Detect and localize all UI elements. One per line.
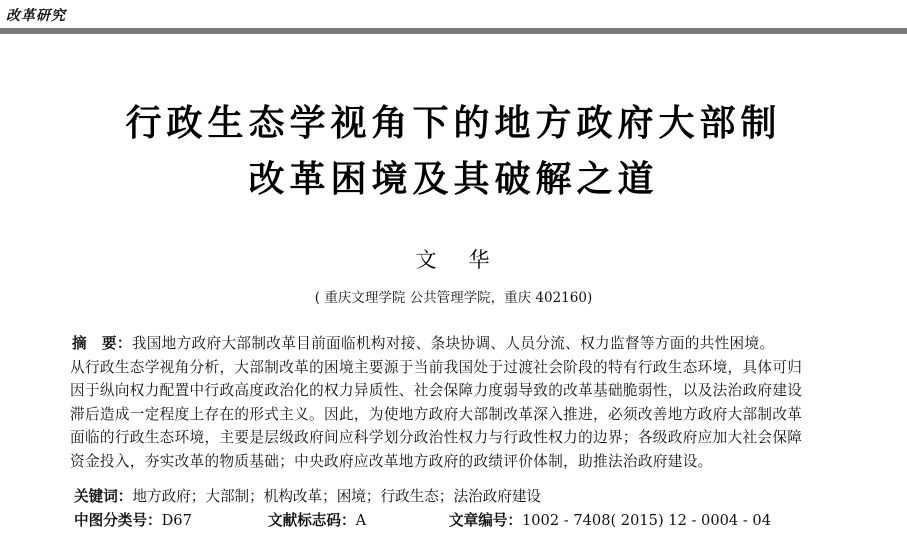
clc-value: D67 bbox=[161, 512, 192, 529]
header-rule bbox=[0, 28, 907, 34]
abstract-line: 因于纵向权力配置中行政高度政治化的权力异质性、社会保障力度弱导致的改革基础脆弱性，以及法治政府建设 bbox=[70, 382, 803, 399]
abstract-line: 从行政生态学视角分析，大部制改革的困境主要源于当前我国处于过渡社会阶段的特有行政生态环境，具体可归 bbox=[70, 358, 803, 376]
keywords bbox=[74, 485, 541, 506]
article-title-line-1: 行政生态学视角下的地方政府大部制 bbox=[125, 103, 782, 144]
document-code bbox=[268, 509, 366, 530]
abstract-label: 摘 要： bbox=[72, 335, 132, 352]
article-number-value: 1002 - 7408( 2015) 12 - 0004 - 04 bbox=[521, 512, 771, 529]
article-title-line-2: 改革困境及其破解之道 bbox=[248, 159, 659, 200]
clc-label: 中图分类号： bbox=[74, 512, 162, 529]
abstract-line: 面临的行政生态环境，主要是层级政府间应科学划分政治性权力与行政性权力的边界；各级政府应加大社会保障 bbox=[70, 429, 803, 446]
abstract bbox=[70, 332, 882, 473]
author-given-name: 文 bbox=[415, 248, 439, 272]
document-code-label: 文献标志码： bbox=[268, 512, 356, 529]
author-affiliation: ( 重庆文理学院 公共管理学院，重庆 402160) bbox=[314, 290, 593, 306]
abstract-line: 资金投入，夯实改革的物质基础；中央政府应改革地方政府的政绩评价体制，助推法治政府建设。 bbox=[70, 452, 713, 470]
article-number-label: 文章编号： bbox=[449, 512, 522, 529]
keywords-value: 地方政府；大部制；机构改革；困境；行政生态；法治政府建设 bbox=[132, 488, 542, 505]
keywords-label: 关键词： bbox=[74, 488, 133, 505]
author-name bbox=[0, 244, 907, 274]
journal-section-label: 改革研究 bbox=[6, 8, 66, 24]
abstract-line: 滞后造成一定程度上存在的形式主义。因此，为使地方政府大部制改革深入推进，必须改善地方政府大部制改革 bbox=[70, 405, 803, 423]
abstract-line-text: 我国地方政府大部制改革目前面临机构对接、条块协调、人员分流、权力监督等方面的共性困境。 bbox=[131, 335, 775, 352]
author-family-name: 华 bbox=[468, 248, 492, 272]
document-code-value: A bbox=[355, 512, 367, 529]
abstract-line bbox=[70, 332, 882, 356]
clc-number bbox=[74, 509, 192, 530]
article-number bbox=[449, 509, 771, 530]
